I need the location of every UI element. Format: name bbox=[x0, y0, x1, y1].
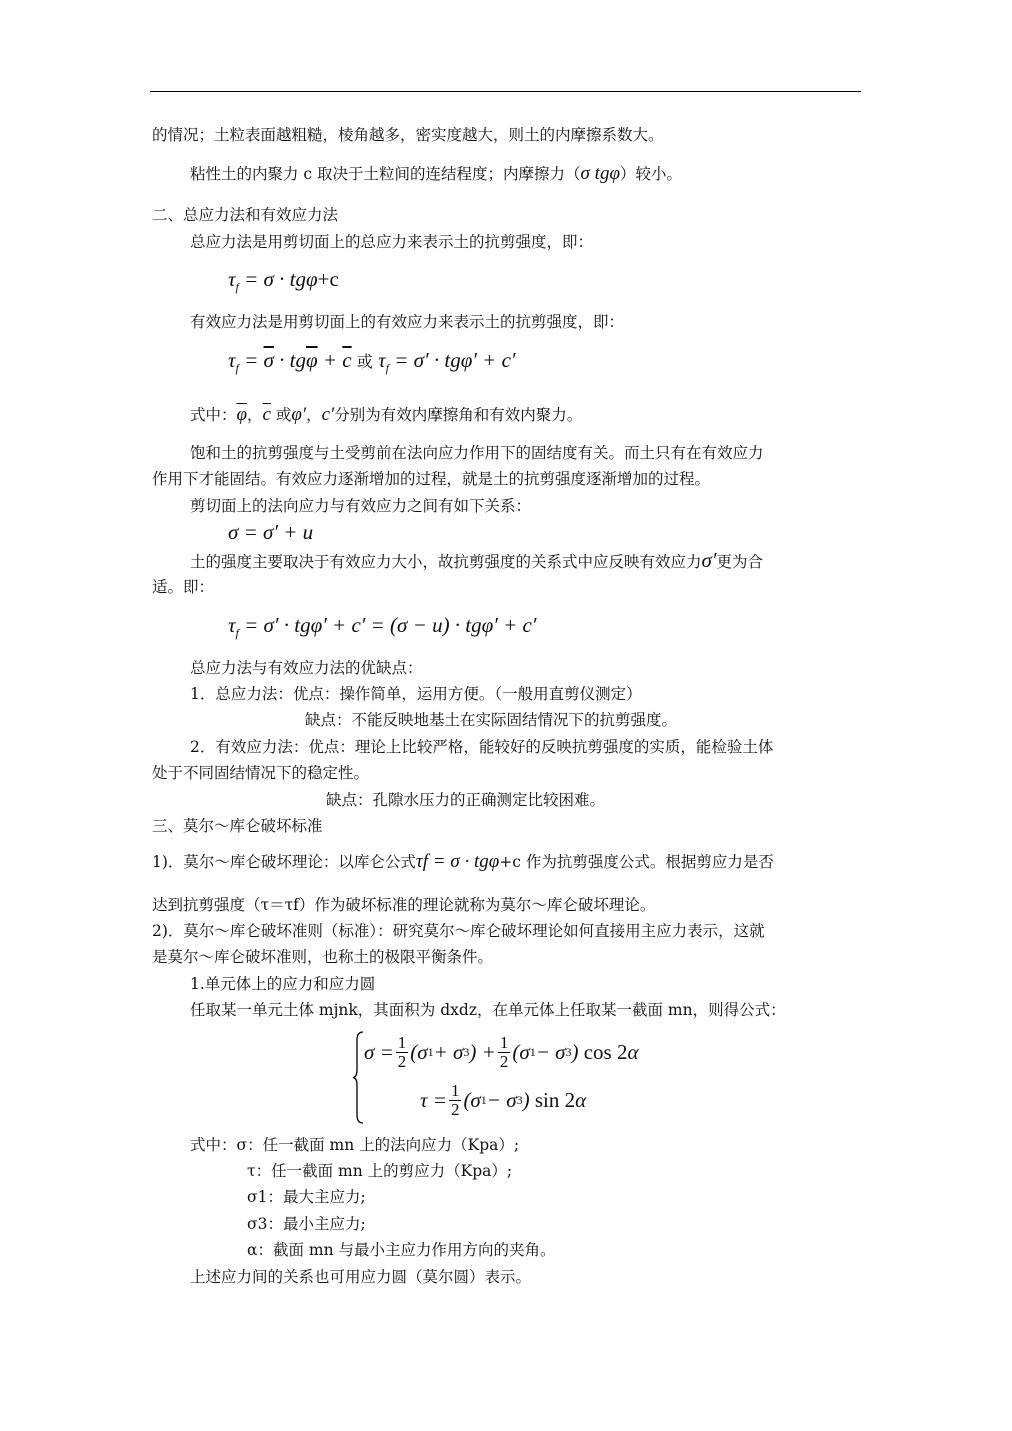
math-inline: σ tgφ bbox=[580, 163, 620, 184]
text-line: 缺点：不能反映地基土在实际固结情况下的抗剪强度。 bbox=[305, 711, 678, 729]
text-line: 的情况；土粒表面越粗糙，棱角越多，密实度越大，则土的内摩擦系数大。 bbox=[152, 126, 664, 144]
text-line: 上述应力间的关系也可用应力圆（莫尔圆）表示。 bbox=[190, 1268, 532, 1286]
text-line: σ3：最小主应力; bbox=[247, 1215, 366, 1233]
left-brace bbox=[352, 1030, 364, 1125]
equation-system bbox=[352, 1030, 682, 1125]
text-line: 1)．莫尔～库仑破坏理论：以库仑公式τf = σ · tgφ+c 作为抗剪强度公式。根据剪应力是否 bbox=[152, 851, 774, 872]
text-line: 土的强度主要取决于有效应力大小，故抗剪强度的关系式中应反映有效应力σ′更为合 bbox=[190, 548, 763, 572]
text-line: 总应力法是用剪切面上的总应力来表示土的抗剪强度，即： bbox=[190, 233, 594, 251]
text-line: 缺点：孔隙水压力的正确测定比较困难。 bbox=[326, 791, 606, 809]
text-line: τ：任一截面 mn 上的剪应力（Kpa）; bbox=[247, 1162, 513, 1180]
text-line: 式中：σ：任一截面 mn 上的法向应力（Kpa）; bbox=[190, 1136, 520, 1154]
equation-total-stress: $\tau_f = \sigma \cdot tg\varphi+c$ bbox=[228, 267, 339, 294]
text-line: 有效应力法是用剪切面上的有效应力来表示土的抗剪强度，即： bbox=[190, 313, 625, 331]
text-line: 处于不同固结情况下的稳定性。 bbox=[152, 764, 370, 782]
text-line: 适。即： bbox=[152, 578, 215, 596]
header-rule bbox=[150, 91, 861, 92]
text-line: 任取某一单元土体 mjnk，其面积为 dxdz，在单元体上任取某一截面 mn，则得公式： bbox=[190, 1001, 786, 1019]
equation-shear-stress: τ = $\frac{1}{2}$ (σ 1 − σ 3 ) sin 2 α bbox=[420, 1081, 587, 1119]
text-line: 式中：$\overline{\varphi}$，$\overline{c}$ 或φ′，c′分别为有效内摩擦角和有效内聚力。 bbox=[190, 404, 583, 425]
section-heading: 二、总应力法和有效应力法 bbox=[152, 206, 339, 224]
text-line: 1.单元体上的应力和应力圆 bbox=[190, 975, 376, 993]
text-line: 饱和土的抗剪强度与土受剪前在法向应力作用下的固结度有关。而土只有在有效应力 bbox=[190, 444, 764, 462]
text-line: 2．有效应力法：优点：理论上比较严格，能较好的反映抗剪强度的实质，能检验土体 bbox=[190, 738, 774, 756]
text-line: 剪切面上的法向应力与有效应力之间有如下关系： bbox=[190, 497, 532, 515]
equation-effective-strength: $\tau_f = \sigma' \cdot tg\varphi' + c' = (\sigma - u) \cdot tg\varphi' + c'$ bbox=[228, 613, 537, 640]
text-line: 粘性土的内聚力 c 取决于土粒间的连结程度；内摩擦力（σ tgφ）较小。 bbox=[190, 163, 682, 184]
text-line: 是莫尔～库仑破坏准则，也称土的极限平衡条件。 bbox=[152, 948, 494, 966]
equation-stress-relation: σ = σ′ + u bbox=[228, 520, 314, 544]
section-heading: 三、莫尔～库仑破坏标准 bbox=[152, 817, 323, 835]
text-line: 总应力法与有效应力法的优缺点： bbox=[190, 659, 423, 677]
text-line: 2)．莫尔～库仑破坏准则（标准）：研究莫尔～库仑破坏理论如何直接用主应力表示，这就 bbox=[152, 922, 765, 940]
equation-normal-stress: σ = $\frac{1}{2}$ (σ 1 + σ 3 ) + $\frac{1}{2}$ (σ 1 − σ 3 ) cos 2 α bbox=[364, 1033, 639, 1071]
text-line: 1．总应力法：优点：操作简单，运用方便。（一般用直剪仪测定） bbox=[190, 685, 642, 703]
text-line: 达到抗剪强度（τ＝τf）作为破坏标准的理论就称为莫尔～库仑破坏理论。 bbox=[152, 896, 656, 914]
text-line: 作用下才能固结。有效应力逐渐增加的过程，就是土的抗剪强度逐渐增加的过程。 bbox=[152, 470, 711, 488]
text-line: α：截面 mn 与最小主应力作用方向的夹角。 bbox=[247, 1241, 556, 1259]
equation-effective-stress: $\tau_f = \overline{\sigma} \cdot tg\overline{\varphi} + \overline{c}$ 或 $\tau_f = \sigma' \cdot tg\varphi' + c'$ bbox=[228, 348, 516, 375]
text-line: σ1：最大主应力; bbox=[247, 1188, 366, 1206]
